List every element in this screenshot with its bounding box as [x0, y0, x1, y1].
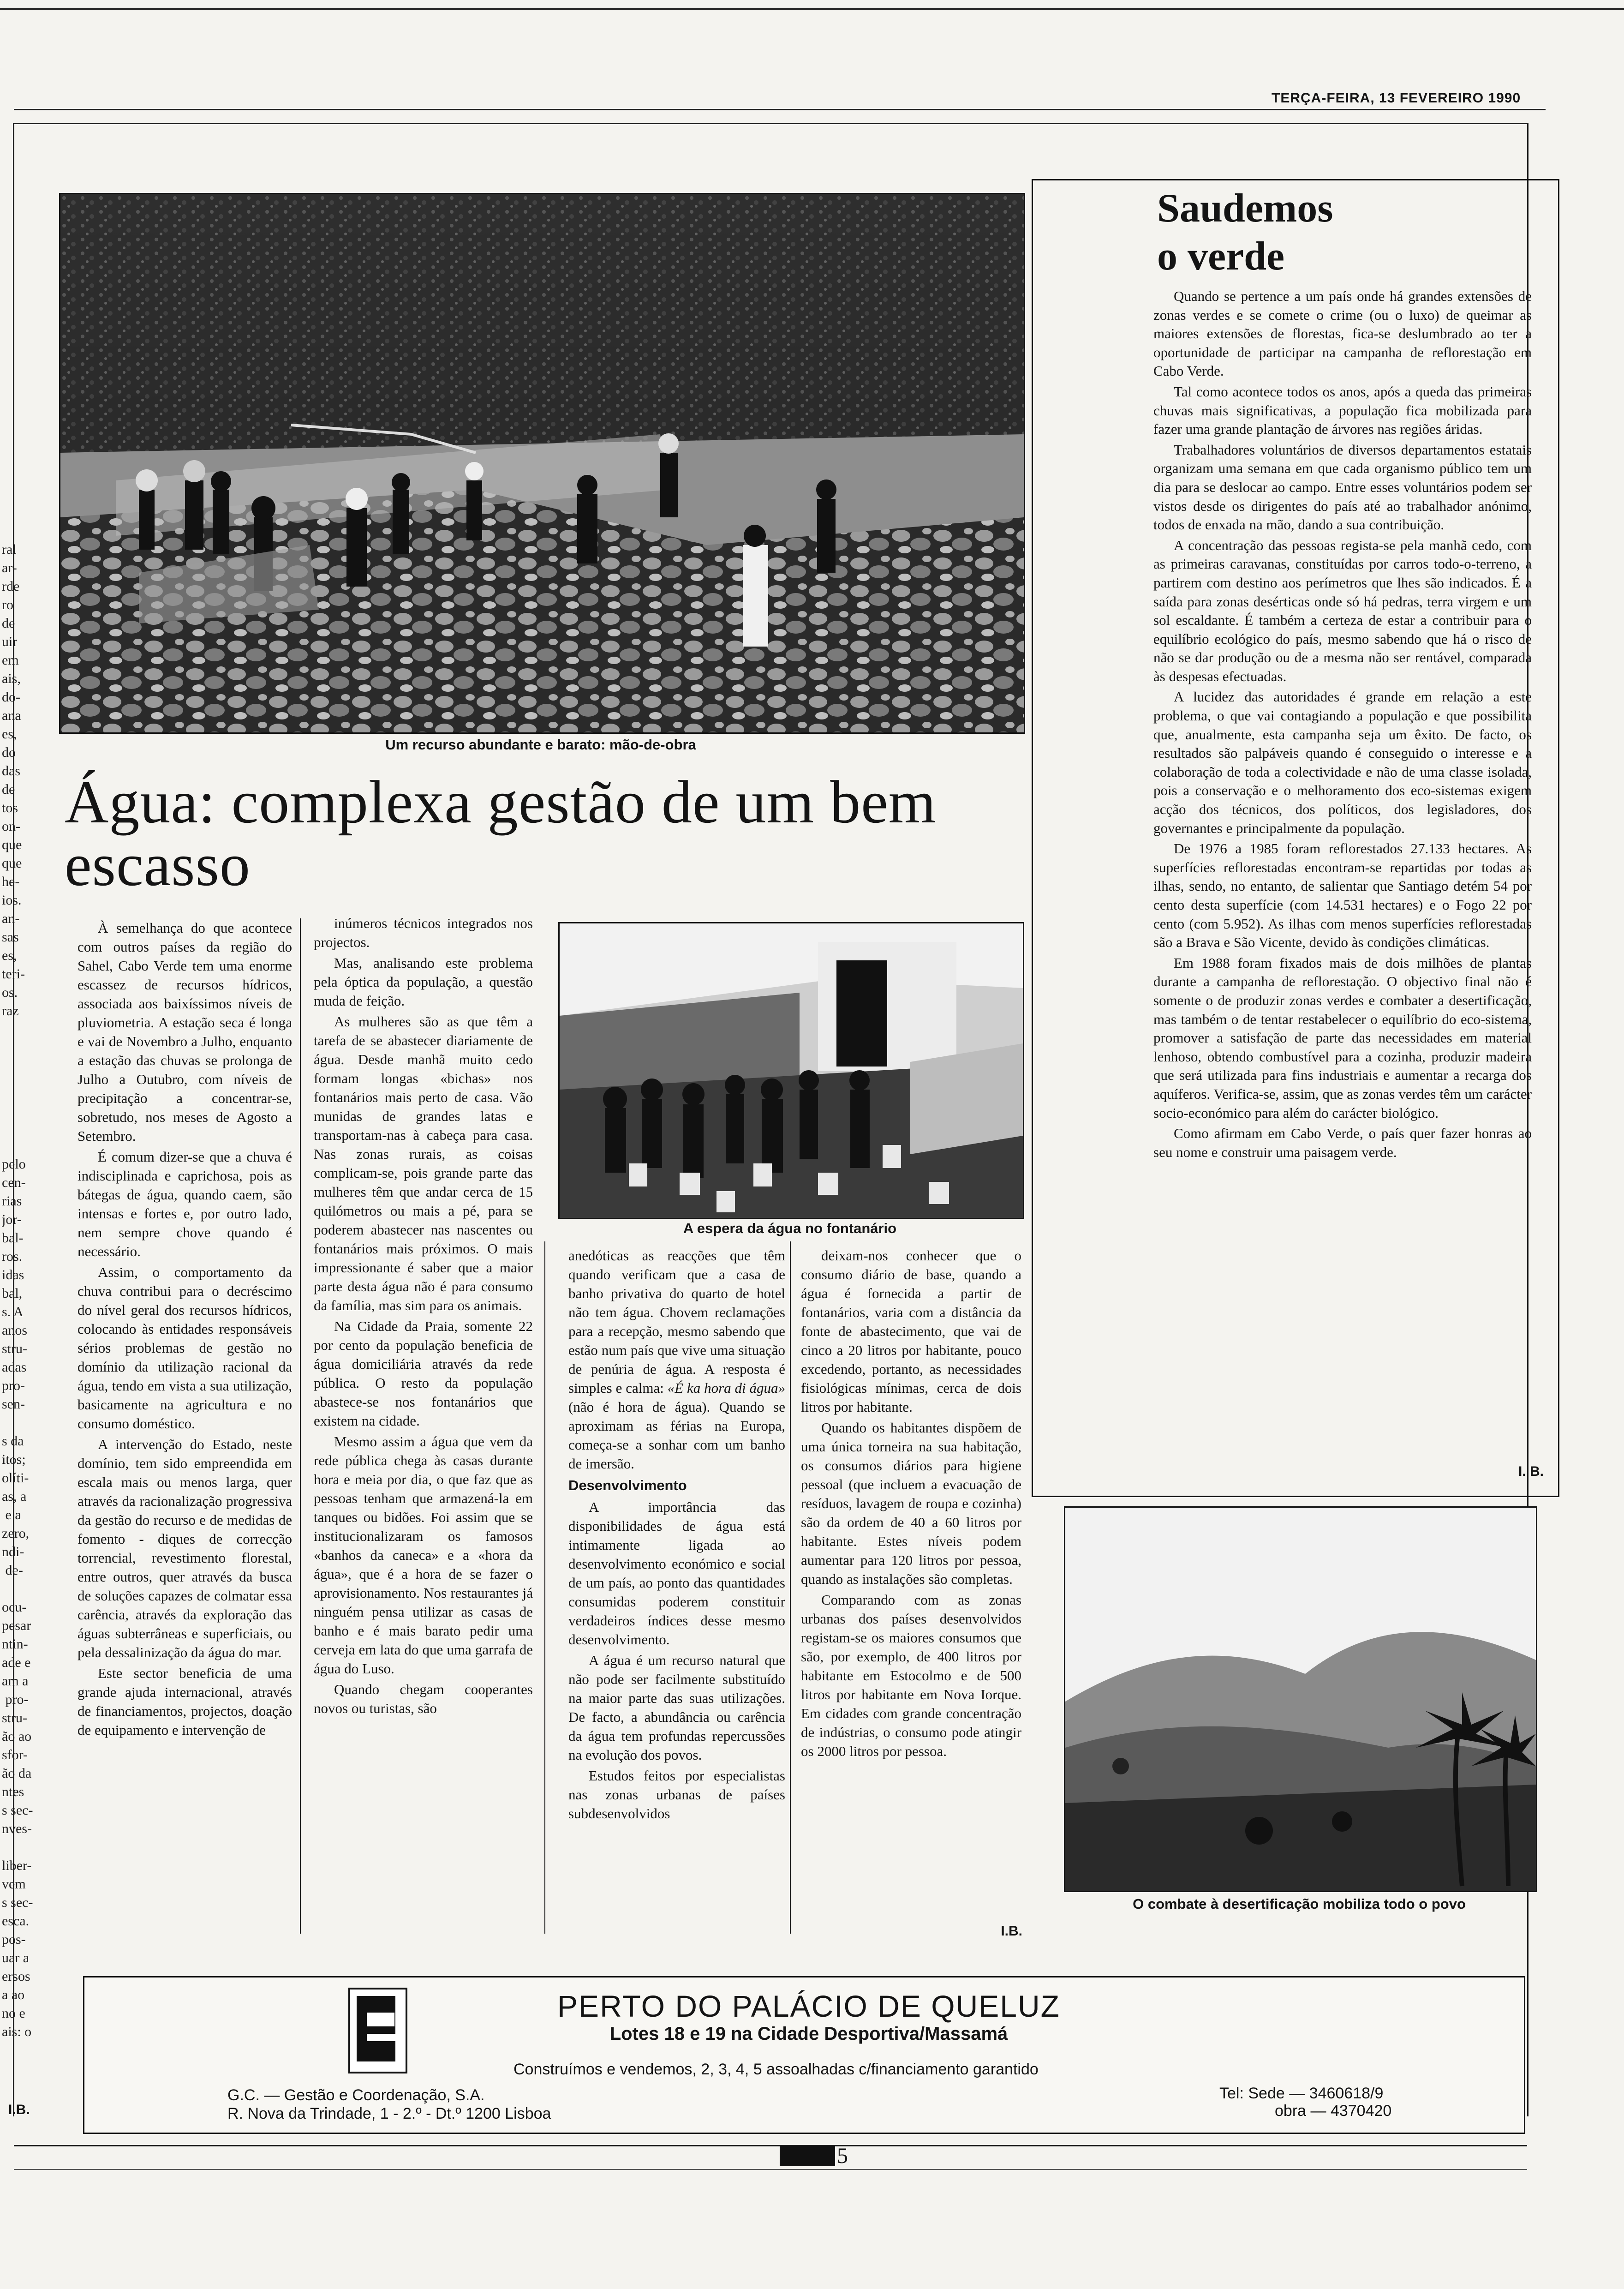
ad-logo-mark: [357, 1996, 395, 2061]
edge-fragment-line: uir: [2, 634, 18, 649]
article-paragraph: Assim, o comportamento da chuva contribui para o decréscimo do nível geral dos recursos hídricos, colocando às entidades responsáveis sérios problemas de gestão no domínio da utilização racional da água, tendo em vista a sua utilização, basicamente na agricultura e no consumo doméstico.: [78, 1264, 292, 1432]
edge-fragment-line: s sec-: [2, 1803, 33, 1818]
sidebar-title: [1157, 185, 1333, 281]
article-paragraph: A água é um recurso natural que não pode ser facilmente substituído na maior parte das suas utilizações. De facto, a abundância ou carência da água tem profundas repercussões na evolução dos povos.: [568, 1652, 785, 1763]
sidebar-paragraph: De 1976 a 1985 foram reflorestados 27.133 hectares. As superfícies reflorestadas encontram-se repartidas por todas as ilhas, sendo, no entanto, de salientar que Santiago detém 54 por cento desta superfície (com 14.531 hectares) e o Fogo 22 por cento (com 5.952). As ilhas com menos superfícies reflorestadas são a Brava e São Vicente, devido às condições climáticas.: [1153, 840, 1532, 951]
article-paragraph: Comparando com as zonas urbanas dos países desenvolvidos registam-se os maiores consumos que são, por exemplo, de 400 litros por habitante em Estocolmo e de 500 litros por habitante em Nova Iorque. Em cidades com grande concentração de indústrias, o consumo pode atingir os 2000 litros por pessoa.: [801, 1592, 1021, 1759]
header-rule-2: [14, 123, 1527, 124]
sidebar-paragraph: Trabalhadores voluntários de diversos departamentos estatais organizam uma semana em que cada organismo público tem um dia para se deslocar ao campo. Entre esses voluntários podem ser vistos desde os dirigentes do país até ao trabalhador anónimo, todos de enxada na mão, dando a sua contribuição.: [1153, 441, 1532, 533]
edge-fragment-line: idas: [2, 1267, 24, 1282]
edge-fragment-line: es,: [2, 948, 17, 963]
sidebar-paragraph: A lucidez das autoridades é grande em relação a este problema, o que vai contagiando a população e que possibilita que, anualmente, esta campanha seja um êxito. De facto, os resultados são palpáveis quando é conseguido o interesse e a colaboração de toda a colectividade e não de uma classe isolada, pois a conservação e o melhoramento dos eco-sistemas exigem acção dos técnicos, dos políticos, dos legisladores, dos governantes e principalmente da população.: [1153, 689, 1532, 836]
edge-fragment-line: ios.: [2, 893, 22, 908]
edge-fragment-line: em: [2, 653, 19, 668]
ad-logo-cut-top: [367, 2013, 394, 2026]
sidebar-paragraph: Tal como acontece todos os anos, após a queda das primeiras chuvas mais significativas, a população fica mobilizada para fazer uma grande plantação de árvores nas regiões áridas.: [1153, 383, 1532, 437]
edge-fragment-line: que: [2, 856, 22, 871]
edge-fragment-line: ersos: [2, 1969, 30, 1984]
article-paragraph: deixam-nos conhecer que o consumo diário de base, quando a água é fornecida a partir de fontanários, varia com a distância da fonte de abastecimento, que vai de cinco a 20 litros por habitante, pouco excedendo, portanto, as necessidades fisiológicas mínimas, cerca de dois litros por habitante.: [801, 1247, 1021, 1415]
ad-address: R. Nova da Trindade, 1 - 2.º - Dt.º 1200 Lisboa: [227, 2105, 551, 2122]
sidebar-title-line-1: Saudemos: [1157, 186, 1333, 231]
article-column-2: [314, 914, 533, 1720]
edge-fragment-line: ndi-: [2, 1544, 24, 1559]
edge-fragment-line: pro-: [2, 1378, 25, 1393]
edge-fragment-line: pelo: [2, 1156, 26, 1172]
article-paragraph: Mesmo assim a água que vem da rede pública chega às casas durante hora e meia por dia, o que faz que as pessoas tenham que armazená-la em tanques ou bidões. Foi assim que se institucionalizaram os famosos «banhos da caneca» e a «hora da água», que é a hora de se fazer o aprovisionamento. Nos restaurantes já ninguém pensa utilizar as casas de banho e é mais barato pedir uma cerveja em lata do que uma garrafa de água do Luso.: [314, 1433, 533, 1677]
ad-title: PERTO DO PALÁCIO DE QUELUZ: [557, 1989, 1060, 2023]
dateline: TERÇA-FEIRA, 13 FEVEREIRO 1990: [1272, 90, 1521, 106]
article-paragraph: À semelhança do que acontece com outros países da região do Sahel, Cabo Verde tem uma enorme escassez de recursos hídricos, associada aos baixíssimos níveis de pluviometria. A estação seca é longa e vai de Novembro a Julho, enquanto a estação das chuvas se prolonga de Julho a Outubro, com níveis de precipitação a concentrar-se, sobretudo, nos meses de Agosto a Setembro.: [78, 920, 292, 1144]
edge-fragment-line: esca.: [2, 1913, 30, 1929]
article-paragraph: A importância das disponibilidades de água está intimamente ligada ao desenvolvimento económico e social de um país, ao ponto das quantidades consumidas poderem constituir verdadeiros índices desse mesmo desenvolvimento.: [568, 1499, 785, 1648]
footer-rule-2: [14, 2169, 1527, 2170]
edge-fragment-line: s da: [2, 1433, 24, 1449]
photo-fountain-caption: A espera da água no fontanário: [683, 1220, 897, 1236]
edge-fragment-line: [2, 1413, 43, 1432]
column-3-lead: anedóticas as reacções que têm quando verificam que a casa de banho privativa do quarto de hotel não tem água. Chovem reclamações para a recepção, mesmo sabendo que estão num país que vive uma situação de penúria de água. A resposta é simples e calma:: [568, 1247, 785, 1396]
ad-phone-obra: obra — 4370420: [1275, 2102, 1392, 2120]
edge-fragment-line: ntes: [2, 1784, 24, 1799]
edge-fragment-line: es,: [2, 726, 17, 742]
edge-fragment-line: de-: [2, 1563, 23, 1578]
photo-workers-wall: [59, 193, 1025, 734]
article-paragraph: Mas, analisando este problema pela óptica da população, a questão muda de feição.: [314, 955, 533, 1009]
edge-fragment-line: am a: [2, 1673, 29, 1689]
ad-box: [83, 1976, 1525, 2134]
edge-fragment-line: a ao: [2, 1987, 25, 2002]
photo-landscape-caption: O combate à desertificação mobiliza todo o povo: [1133, 1896, 1466, 1912]
column-rule-1: [300, 918, 301, 1934]
edge-fragment-line: an-: [2, 911, 20, 926]
photo-fountain-image: [560, 923, 1023, 1218]
edge-fragment-line: uar a: [2, 1950, 30, 1965]
edge-fragment-line: ros.: [2, 1249, 23, 1264]
photo-workers-caption: Um recurso abundante e barato: mão-de-obra: [385, 737, 696, 753]
edge-fragment-line: ocu-: [2, 1600, 27, 1615]
footer-logo-block: [780, 2146, 835, 2166]
edge-fragment-line: das: [2, 763, 20, 779]
edge-fragment-line: rde: [2, 579, 20, 594]
article-paragraph: As mulheres são as que têm a tarefa de se abastecer diariamente de água. Desde manhã muito cedo formam longas «bichas» nos fontanários mais perto de casa. Vão munidas de grandes latas e transportam-nas à cabeça para casa. Nas zonas rurais, as coisas complicam-se, pois grande parte das mulheres têm que andar cerca de 15 quilómetros ou mais a pé, para se poderem abastecer nas nascentes ou fontanários mais próximos. O mais impressionante é saber que a maior parte desta água não é para consumo da família, mas sim para os animais.: [314, 1013, 533, 1313]
edge-fragment-line: raz: [2, 1003, 19, 1019]
article-paragraph: A intervenção do Estado, neste domínio, tem sido empreendida em escala mais ou menos larga, quer através da racionalização progressiva da gestão do recurso e de medidas de fomento - diques de correcção torrencial, revestimento florestal, entre outros, quer através da busca de soluções capazes de colmatar essa carência, através da exploração das águas subterrâneas e superficiais, ou pela dessalinização da água do mar.: [78, 1436, 292, 1660]
article-column-1: [78, 918, 292, 1741]
edge-fragment-line: bal-: [2, 1230, 24, 1246]
top-rule: [0, 8, 1624, 10]
edge-fragment-line: [2, 1838, 43, 1856]
edge-fragment-line: olíti-: [2, 1470, 29, 1486]
edge-fragment-line: rias: [2, 1193, 22, 1209]
edge-fragment-line: sen-: [2, 1396, 25, 1412]
sidebar-title-line-2: o verde: [1157, 234, 1285, 279]
edge-fragment-line: que: [2, 837, 22, 852]
edge-fragment-line: adas: [2, 1360, 27, 1375]
article-column-4: [801, 1246, 1021, 1762]
subhead-desenvolvimento: Desenvolvimento: [568, 1477, 687, 1493]
edge-fragment-line: ar-: [2, 560, 17, 575]
edge-fragment-line: e a: [2, 1507, 21, 1522]
photo-landscape: [1064, 1506, 1537, 1892]
edge-fragment-line: jor-: [2, 1212, 22, 1227]
ad-company: G.C. — Gestão e Coordenação, S.A.: [227, 2086, 485, 2104]
left-edge-fragments-2: [2, 1117, 43, 2060]
article-paragraph: inúmeros técnicos integrados nos projectos.: [314, 915, 533, 950]
header-rule: [14, 109, 1546, 110]
ad-logo-cut-bottom: [367, 2034, 395, 2041]
article-paragraph: Quando chegam cooperantes novos ou turistas, são: [314, 1681, 533, 1716]
edge-fragment-line: itos;: [2, 1452, 26, 1467]
photo-workers-wall-image: [60, 194, 1024, 732]
edge-fragment-line: s. A: [2, 1304, 24, 1319]
left-edge-signature: I.B.: [8, 2102, 30, 2117]
main-headline-text: Água: complexa gestão de um bem escasso: [65, 768, 937, 899]
ad-tagline: Construímos e vendemos, 2, 3, 4, 5 assoalhadas c/financiamento garantido: [513, 2061, 1039, 2078]
edge-fragment-line: de: [2, 782, 15, 797]
edge-fragment-line: bal,: [2, 1286, 23, 1301]
edge-fragment-line: he-: [2, 874, 20, 889]
edge-fragment-line: stru-: [2, 1710, 27, 1726]
edge-fragment-line: ão ao: [2, 1729, 32, 1744]
article-paragraph: Na Cidade da Praia, somente 22 por cento da população beneficia de água domiciliária através da rede pública. O resto da população abastece-se nos fontanários que existem na cidade.: [314, 1318, 533, 1429]
footer-rule: [14, 2145, 1527, 2146]
edge-fragment-line: sfor-: [2, 1747, 28, 1762]
left-edge-fragments-1: [2, 503, 43, 1039]
edge-fragment-line: do-: [2, 689, 20, 705]
edge-fragment-line: ais,: [2, 671, 21, 686]
column-rule-3: [790, 1241, 791, 1934]
column-3-quote: «É ka hora di água»: [667, 1380, 785, 1396]
column-3-quote-followup: (não é hora de água). Quando se aproximam as férias na Europa, começa-se a sonhar com um banho de imersão.: [568, 1399, 785, 1472]
edge-fragment-line: on-: [2, 819, 20, 834]
edge-fragment-line: anos: [2, 1323, 27, 1338]
edge-fragment-line: ana: [2, 708, 21, 723]
edge-fragment-line: vem: [2, 1876, 26, 1892]
ad-subtitle: Lotes 18 e 19 na Cidade Desportiva/Massamá: [609, 2024, 1008, 2044]
edge-fragment-line: ntin-: [2, 1636, 28, 1652]
edge-fragment-line: no e: [2, 2006, 25, 2021]
edge-fragment-line: os.: [2, 985, 18, 1000]
edge-fragment-line: liber-: [2, 1858, 32, 1873]
edge-fragment-line: de: [2, 616, 15, 631]
edge-fragment-line: [2, 1579, 43, 1598]
edge-fragment-line: nves-: [2, 1821, 32, 1836]
article-paragraph: É comum dizer-se que a chuva é indisciplinada e caprichosa, pois as bátegas de água, quando caem, são intensas e fortes e, por outro lado, nem sempre chove quando é necessário.: [78, 1149, 292, 1259]
edge-fragment-line: stru-: [2, 1341, 27, 1356]
column-3-paragraph: [568, 1246, 785, 1473]
main-headline: [65, 768, 1024, 899]
photo-landscape-image: [1065, 1508, 1536, 1891]
edge-fragment-line: cen-: [2, 1175, 26, 1190]
ad-logo-letter: [350, 1989, 351, 1990]
edge-fragment-line: ral: [2, 542, 17, 557]
edge-fragment-line: tos: [2, 800, 18, 815]
photo-fountain: [558, 922, 1024, 1219]
edge-fragment-line: ro: [2, 597, 13, 612]
sidebar-paragraph: A concentração das pessoas regista-se pela manhã cedo, com as primeiras caravanas, constituídas por carros todo-o-terreno, a partirem com destino aos perímetros que lhes são indicados. É a saída para zonas desérticas onde só há pedras, terra virgem e um sol escaldante. É também a certeza de estar a contribuir para o equilíbrio ecológico do país, mesmo sabendo que há o risco de não se dar produção ou de a mesma não ser rentável, comparada às despesas efectuadas.: [1153, 537, 1532, 684]
main-article-signature: I.B.: [1001, 1923, 1022, 1939]
page-number: 5: [837, 2144, 848, 2168]
sidebar-paragraph: Quando se pertence a um país onde há grandes extensões de zonas verdes e se comete o crime (ou o luxo) de queimar as maiores extensões de florestas, fica-se deslumbrado ao ter a oportunidade de participar na campanha de reflorestação em Cabo Verde.: [1153, 288, 1532, 379]
edge-fragment-line: pesar: [2, 1618, 31, 1633]
edge-fragment-line: ão da: [2, 1766, 32, 1781]
edge-fragment-line: ade e: [2, 1655, 31, 1670]
ad-logo: [348, 1988, 407, 2073]
edge-fragment-line: teri-: [2, 966, 25, 982]
sidebar-body: [1153, 287, 1532, 1163]
edge-fragment-line: as, a: [2, 1489, 27, 1504]
edge-fragment-line: zero,: [2, 1526, 30, 1541]
edge-fragment-line: pro-: [2, 1692, 29, 1707]
column-rule-2: [544, 1241, 545, 1934]
sidebar-signature: I. B.: [1518, 1464, 1544, 1479]
ad-phone-sede: Tel: Sede — 3460618/9: [1219, 2085, 1384, 2102]
edge-fragment-line: do: [2, 745, 16, 760]
edge-fragment-line: s sec-: [2, 1895, 33, 1910]
article-column-3: [568, 1246, 785, 1825]
sidebar-paragraph: Em 1988 foram fixados mais de dois milhões de plantas durante a campanha de reflorestação. O objectivo final não é somente o de produzir zonas verdes e combater a desertificação, mas também o de tentar restabelecer o equilíbrio do eco-sistema, promover a satisfação de parte das necessidades em material lenhoso, obtendo combustível para a cozinha, produzir madeira que será utilizada para fins industriais e aumentar a recarga dos aquíferos. Verifica-se, assim, que as zonas verdes têm um carácter socio-económico para além do carácter biológico.: [1153, 954, 1532, 1121]
sidebar-paragraph: Como afirmam em Cabo Verde, o país quer fazer honras ao seu nome e construir uma paisagem verde.: [1153, 1125, 1532, 1160]
article-paragraph: Este sector beneficia de uma grande ajuda internacional, através de financiamentos, projectos, doação de equipamento e intervenção de: [78, 1665, 292, 1738]
edge-fragment-line: pos-: [2, 1932, 26, 1947]
article-paragraph: Quando os habitantes dispõem de uma única torneira na sua habitação, os consumos diários para higiene pessoal (que incluem a evacuação de resíduos, lavagem de roupa e cozinha) são da ordem de 40 a 60 litros por habitante. Estes níveis podem aumentar para 120 litros por pessoa, quando as instalações são completas.: [801, 1420, 1021, 1587]
edge-fragment-line: ais: o: [2, 2024, 32, 2039]
edge-fragment-line: sas: [2, 929, 19, 945]
article-paragraph: Estudos feitos por especialistas nas zonas urbanas de países subdesenvolvidos: [568, 1768, 785, 1822]
